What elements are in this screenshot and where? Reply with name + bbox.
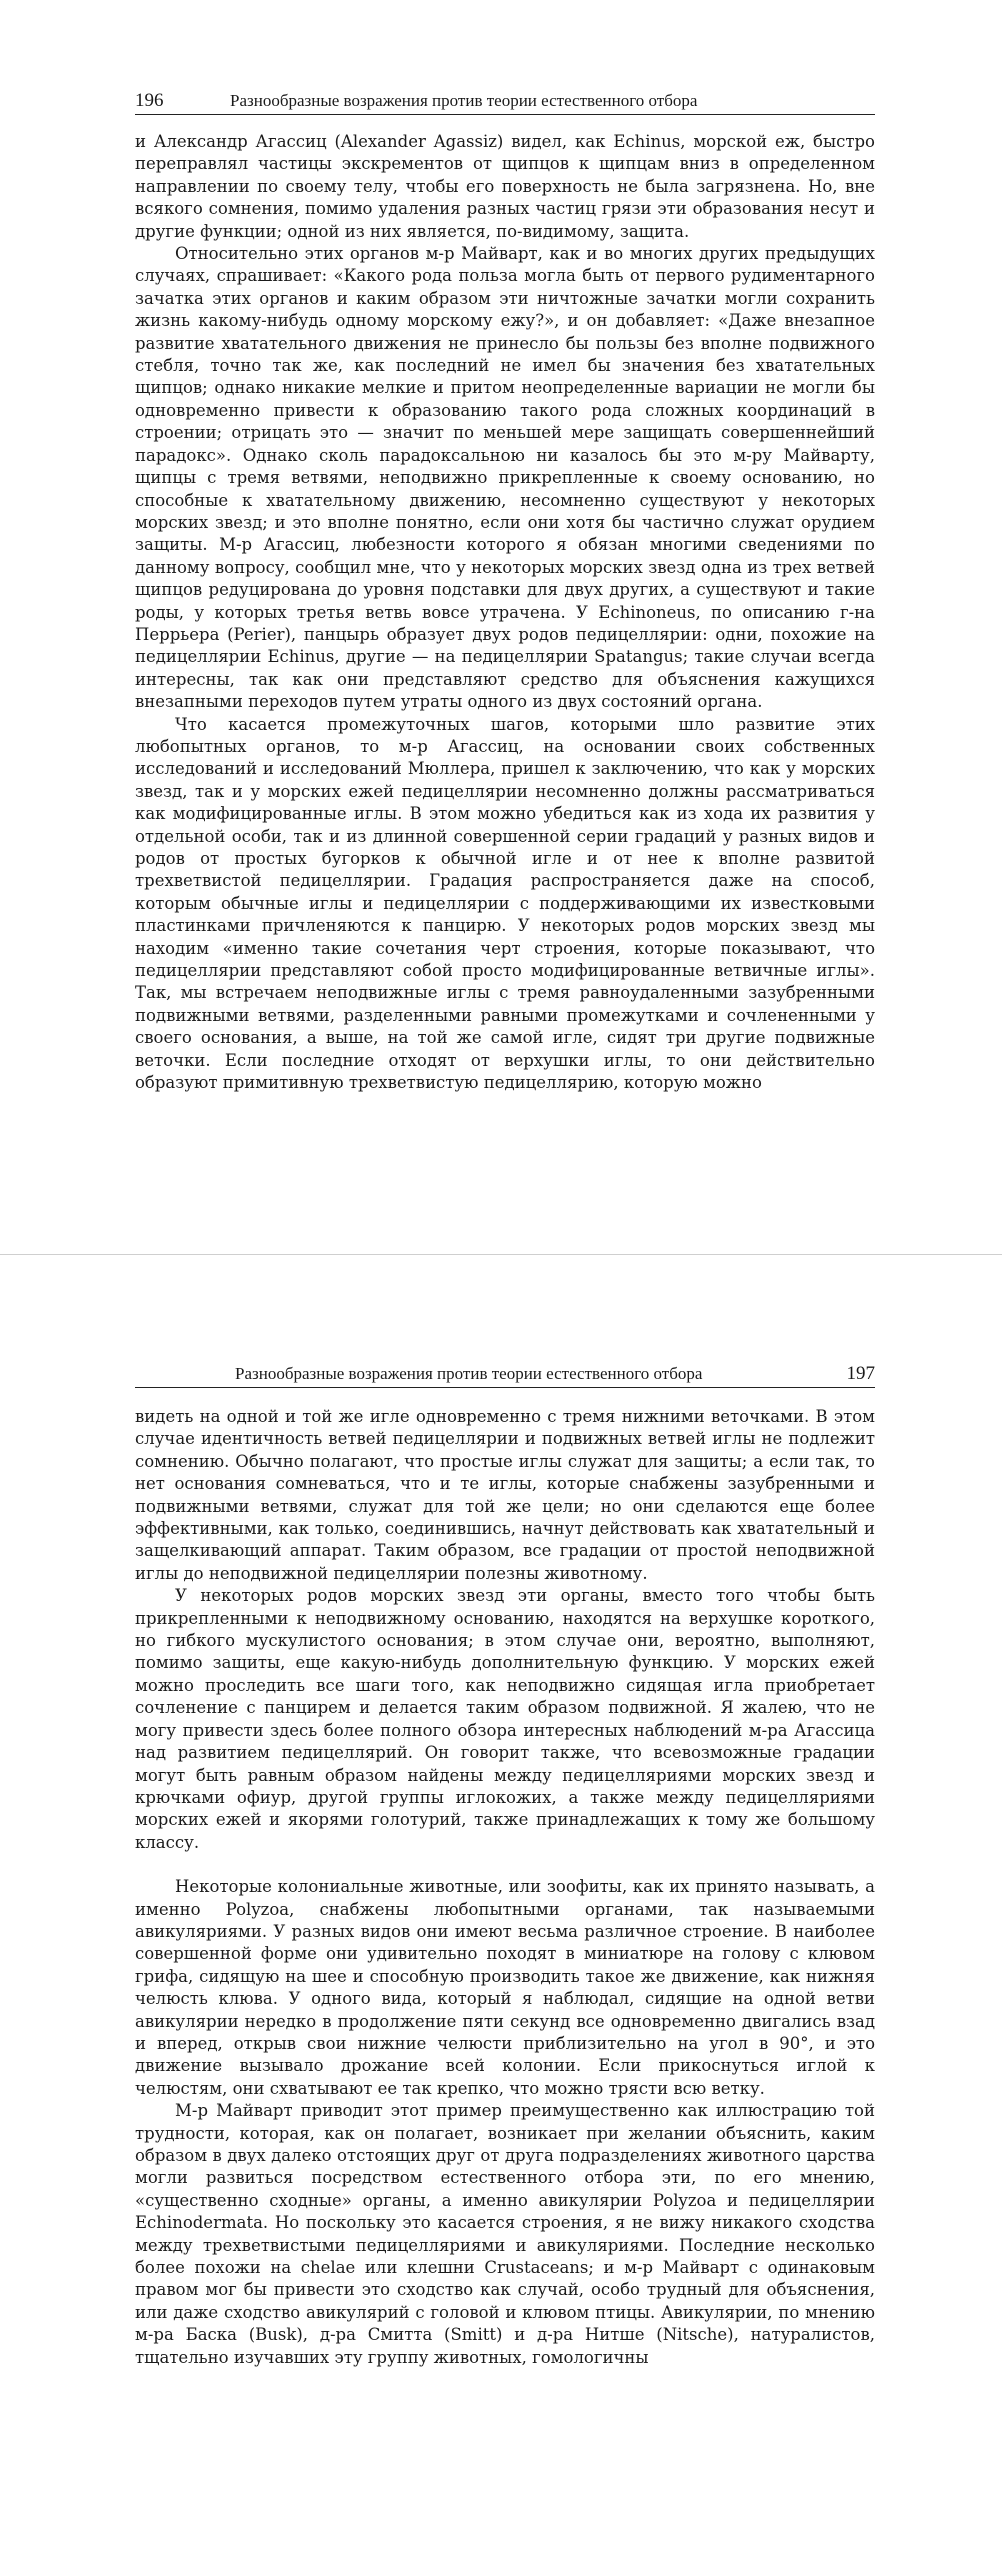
paragraph: и Александр Агассиц (Alexander Agassiz) видел, как Echinus, морской еж, быстро переправлял частицы экскрементов от щипцов к щипцам вниз в определенном направлении по своему телу, чтобы его поверхность не была загрязнена. Но, вне всякого сомнения, помимо удаления разных частиц грязи эти образования несут и другие функции; одной из них является, по-видимому, защита. (135, 132, 875, 241)
running-title: Разнообразные возражения против теории естественного отбора (235, 1364, 703, 1383)
paragraph: М-р Майварт приводит этот пример преимущественно как иллюстрацию той трудности, которая, как он полагает, возникает при желании объяснить, каким образом в двух далеко отстоящих друг от друга подразделениях животного царства могли развиться посредством естественного отбора эти, по его мнению, «существенно сходные» органы, а именно авикулярии Polyzoa и педицеллярии Echinodermata. Но поскольку это касается строения, я не вижу никакого сходства между трехветвистыми педицелляриями и авикуляриями. Последние несколько более похожи на chelae или клешни Crustaceans; и м-р Майварт с одинаковым правом мог бы привести это сходство как случай, особо трудный для объяснения, или даже сходство авикулярий с головой и клювом птицы. Авикулярии, по мнению м-ра Баска (Busk), д-ра Смитта (Smitt) и д-ра Нитше (Nitsche), натуралистов, тщательно изучавших эту группу животных, гомологичны (135, 2101, 875, 2367)
running-head (135, 90, 875, 115)
body-text (135, 1406, 875, 2369)
page-196 (0, 0, 1002, 1255)
body-text (135, 131, 875, 1094)
running-title: Разнообразные возражения против теории естественного отбора (230, 91, 698, 110)
paragraph: Что касается промежуточных шагов, которыми шло развитие этих любопытных органов, то м-р Агассиц, на основании своих собственных исследований и исследований Мюллера, пришел к заключению, что как у морских звезд, так и у морских ежей педицеллярии несомненно должны рассматриваться как модифицированные иглы. В этом можно убедиться как из хода их развития у отдельной особи, так и из длинной совершенной серии градаций у разных видов и родов от простых бугорков к обычной игле и от нее к вполне развитой трехветвистой педицеллярии. Градация распространяется даже на способ, которым обычные иглы и педицеллярии с поддерживающими их известковыми пластинками причленяются к панцирю. У некоторых родов морских звезд мы находим «именно такие сочетания черт строения, которые показывают, что педицеллярии представляют собой просто модифицированные ветвичные иглы». Так, мы встречаем неподвижные иглы с тремя равноудаленными зазубренными подвижными ветвями, разделенными равными промежутками и сочлененными у своего основания, а выше, на той же самой игле, сидят три другие подвижные веточки. Если последние отходят от верхушки иглы, то они действительно образуют примитивную трехветвистую педицеллярию, которую можно (135, 714, 875, 1093)
paragraph: У некоторых родов морских звезд эти органы, вместо того чтобы быть прикрепленными к неподвижному основанию, находятся на верхушке короткого, но гибкого мускулистого основания; в этом случае они, вероятно, выполняют, помимо защиты, еще какую-нибудь дополнительную функцию. У морских ежей можно проследить все шаги того, как неподвижно сидящая игла приобретает сочленение с панцирем и делается таким образом подвижной. Я жалею, что не могу привести здесь более полного обзора интересных наблюдений м-ра Агассица над развитием педицеллярий. Он говорит также, что всевозможные градации могут быть равным образом найдены между педицелляриями морских звезд и крючками офиур, другой группы иглокожих, а также между педицелляриями морских ежей и якорями голотурий, также принадлежащих к тому же большому классу. (135, 1586, 875, 1852)
paragraph: Относительно этих органов м-р Майварт, как и во многих других предыдущих случаях, спрашивает: «Какого рода польза могла быть от первого рудиментарного зачатка этих органов и каким образом эти ничтожные зачатки могли сохранить жизнь какому-нибудь одному морскому ежу?», и он добавляет: «Даже внезапное развитие хватательного движения не принесло бы пользы без вполне подвижного стебля, точно так же, как последний не имел бы значения без хватательных щипцов; однако никакие мелкие и притом неопределенные вариации не могли бы одновременно привести к образованию такого рода сложных координаций в строении; отрицать это — значит по меньшей мере защищать совершеннейший парадокс». Однако сколь парадоксальною ни казалось бы это м-ру Майварту, щипцы с тремя ветвями, неподвижно прикрепленные к своему основанию, но способные к хватательному движению, несомненно существуют у некоторых морских звезд; и это вполне понятно, если они хотя бы частично служат орудием защиты. М-р Агассиц, любезности которого я обязан многими сведениями по данному вопросу, сообщил мне, что у некоторых морских звезд одна из трех ветвей щипцов редуцирована до уровня подставки для двух других, а существуют и такие роды, у которых третья ветвь вовсе утрачена. У Echinoneus, по описанию г-на Перрьера (Perier), панцырь образует двух родов педицеллярии: одни, похожие на педицеллярии Echinus, другие — на педицеллярии Spatangus; такие случаи всегда интересны, так как они представляют средство для объяснения кажущихся внезапными переходов путем утраты одного из двух состояний органа. (135, 244, 875, 712)
page-197 (0, 1260, 1002, 2554)
paragraph: видеть на одной и той же игле одновременно с тремя нижними веточками. В этом случае идентичность ветвей педицеллярии и подвижных ветвей иглы не подлежит сомнению. Обычно полагают, что простые иглы служат для защиты; а если так, то нет основания сомневаться, что и те иглы, которые снабжены зазубренными и подвижными ветвями, служат для той же цели; но они сделаются еще более эффективными, как только, соединившись, начнут действовать как хватательный и защелкивающий аппарат. Таким образом, все градации от простой неподвижной иглы до неподвижной педицеллярии полезны животному. (135, 1407, 875, 1583)
page-number: 196 (135, 90, 164, 111)
page-number: 197 (846, 1363, 875, 1384)
running-head (135, 1363, 875, 1388)
paragraph: Некоторые колониальные животные, или зоофиты, как их принято называть, а именно Polyzoa, снабжены любопытными органами, так называемыми авикуляриями. У разных видов они имеют весьма различное строение. В наиболее совершенной форме они удивительно походят в миниатюре на голову с клювом грифа, сидящую на шее и способную производить такое же движение, как нижняя челюсть клюва. У одного вида, который я наблюдал, сидящие на одной ветви авикулярии нередко в продолжение пяти секунд все одновременно двигались взад и вперед, открыв свои нижние челюсти приблизительно на угол в 90°, и это движение вызывало дрожание всей колонии. Если прикоснуться иглой к челюстям, они схватывают ее так крепко, что можно трясти всю ветку. (135, 1877, 875, 2098)
